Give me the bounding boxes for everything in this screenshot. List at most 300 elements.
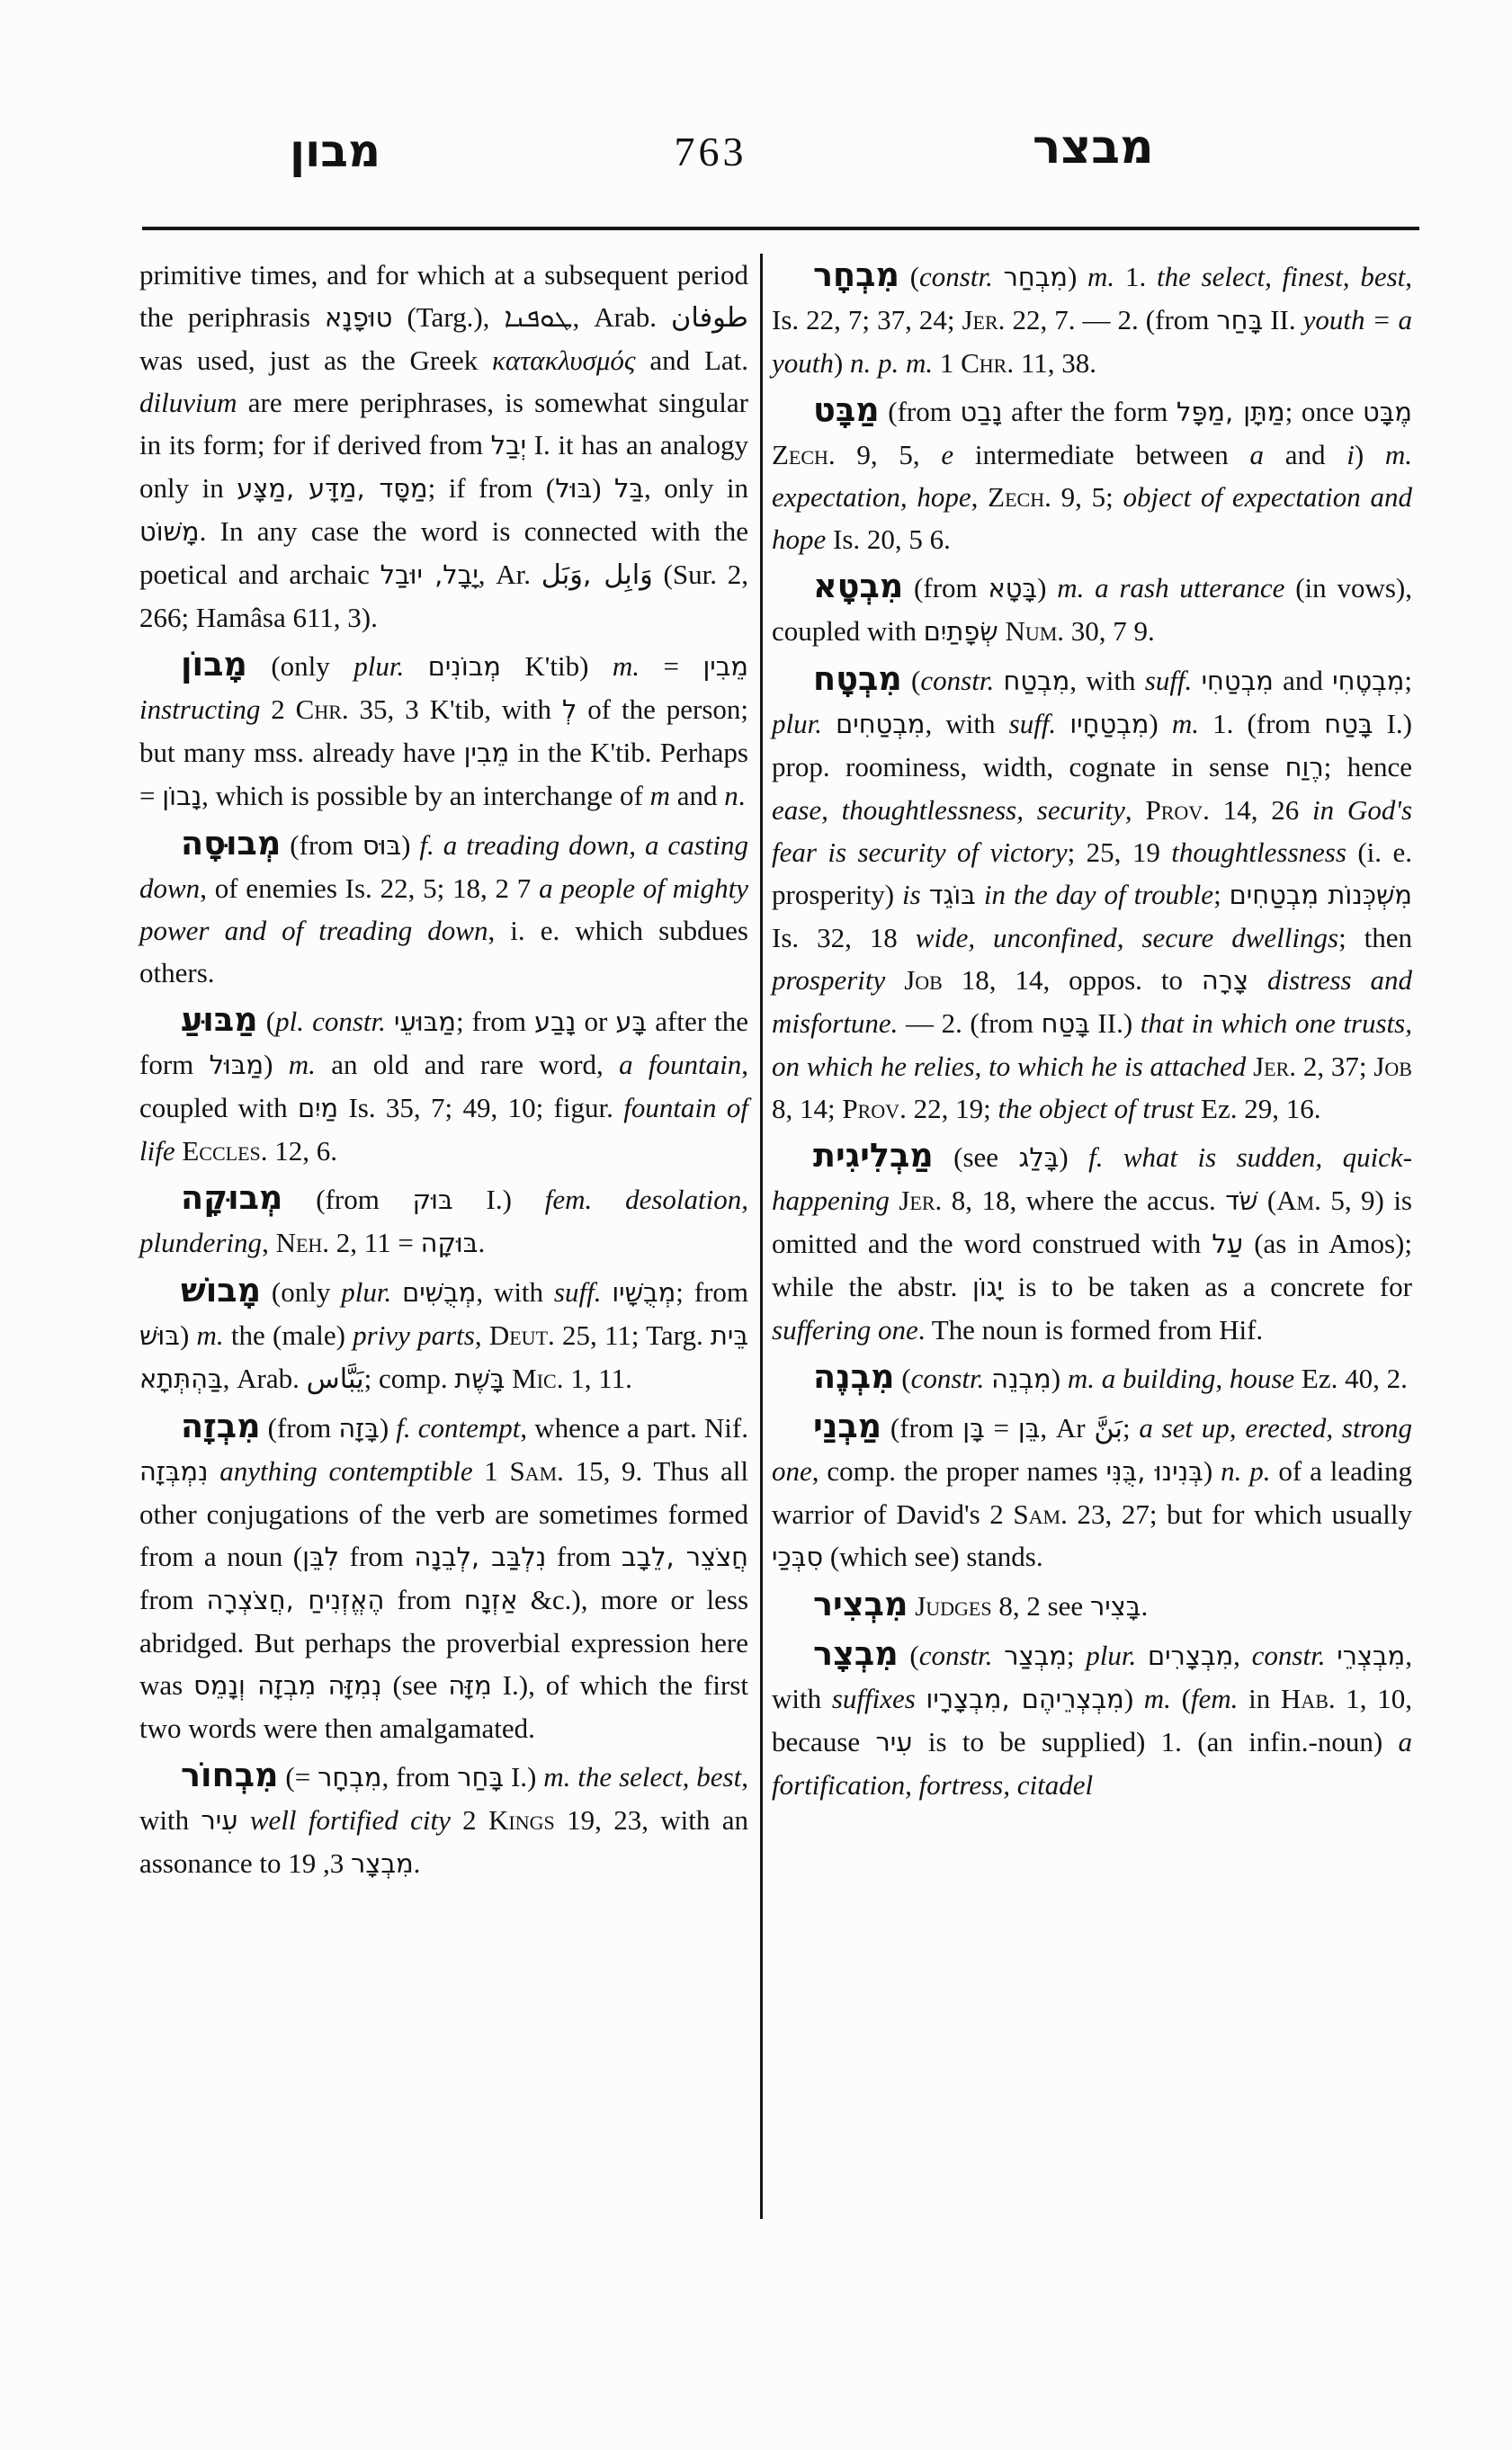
text-segment: (= [278,1761,318,1793]
text-segment: Eccles. [182,1135,268,1167]
text-segment: 35, 3 K'tib, with [348,693,562,725]
text-segment: לִבֵּן [302,1542,340,1572]
entry-paragraph [139,1269,748,1400]
text-segment: בּוֹגֵד [928,880,976,910]
text-segment: 14, 26 [1209,794,1313,826]
text-segment: Prov. [842,1093,907,1124]
text-segment: 22, 19; [906,1093,998,1124]
text-segment: ) [1354,439,1385,470]
text-segment: II. [1263,304,1303,335]
text-segment: in the K'tib. Perhaps = [139,737,748,811]
text-segment: בָּטַח [1324,709,1373,739]
text-segment: (only [261,1276,342,1308]
text-segment: 5, 9) is omitted and the word construed with [772,1185,1412,1259]
text-segment: n [724,780,738,811]
text-segment: מִבְחַר [1003,262,1068,292]
headword: מִבְצָר [813,1634,899,1673]
text-segment: وَبَل,‎ وَابِل [541,559,653,591]
text-segment: and [670,780,725,811]
text-segment: 18, 14, oppos. to [942,964,1202,996]
text-segment: 12, 6. [267,1135,338,1167]
text-segment: (see [381,1669,449,1701]
text-segment: f. contempt [396,1412,521,1444]
text-segment: constr. [910,1363,985,1394]
text-segment [822,708,836,739]
text-segment: ( [899,261,920,292]
text-segment: ; once [1284,396,1364,427]
text-segment: רֶוַח [1284,752,1324,782]
text-segment: בַּל [613,473,645,504]
text-segment: , from [381,1761,458,1793]
text-segment: intermediate between [953,439,1250,470]
text-segment: m. [612,650,640,682]
text-segment: i [1346,439,1355,470]
text-segment: , coupled with [139,1049,749,1123]
text-segment: 3, 19. [288,1847,421,1879]
text-segment: בָּזָה [338,1413,380,1444]
text-segment: בּוּשׁ [139,1320,180,1351]
text-segment: constr. [1251,1640,1326,1671]
text-segment: يَبَّاس [306,1364,364,1395]
text-segment: constr. [919,261,993,292]
headword: מְבוּקָה [181,1178,283,1217]
text-segment: ܛܘܦܢܐ [504,302,573,333]
text-segment: ) [401,829,420,861]
left-column [139,254,748,1890]
text-segment: מִבְצַר [1004,1641,1067,1671]
text-segment: בָּטַח [1041,1008,1090,1039]
text-segment: and [1264,439,1347,470]
text-segment: ) [264,1049,289,1080]
text-segment: the object of trust [998,1093,1194,1124]
text-segment: m. [196,1319,224,1351]
text-segment: ( [592,472,614,504]
text-segment: fountain of life [139,1092,748,1167]
text-segment: עַל [1212,1229,1244,1259]
text-segment: בָּן [962,1413,985,1444]
text-segment [404,650,427,682]
text-segment: in God's fear is security of victory [772,794,1413,868]
text-segment: ) [1203,1455,1221,1487]
headword: מַבְלִיגִית [813,1136,934,1175]
text-segment: Is. 20, 5 6. [826,523,951,555]
text-segment: לְ [561,694,577,725]
text-segment: fem. [1190,1683,1239,1714]
entry-paragraph [772,1134,1412,1351]
text-segment: suffering one [772,1314,918,1346]
text-segment: מִבְטַחִי [1201,666,1274,696]
headword: מָבוֹשׁ [181,1271,262,1310]
text-segment: a fountain [619,1049,742,1080]
text-segment [1056,708,1069,739]
text-segment [391,1276,402,1308]
text-segment: , with [1069,665,1145,696]
text-segment: ) [179,1319,197,1351]
text-segment: the (male) [223,1319,353,1351]
text-segment: . [738,780,746,811]
text-segment: מִבְצָר [351,1848,414,1879]
text-segment: בָּחַר [1216,305,1264,335]
text-segment: , with [772,1640,1413,1714]
text-segment: m [649,780,671,811]
text-segment [976,879,984,910]
text-segment: Neh. [275,1227,330,1258]
text-segment: (from [260,1412,339,1444]
text-segment: מֶבָּט [1363,397,1412,427]
text-segment: (in vows), coupled with [772,572,1412,647]
headword: מַבּוּעַ [181,1000,258,1039]
text-segment: m. a rash utterance [1057,572,1285,604]
text-segment: ) [1067,261,1088,292]
text-segment: plur. [353,650,405,682]
text-segment: (as in Amos); while the abstr. [772,1228,1412,1302]
text-segment: ) [379,1412,397,1444]
text-segment: , [262,1227,276,1258]
text-segment: m. expectation, hope [772,439,1413,513]
text-segment: n. p. [1221,1455,1271,1487]
text-segment [993,1640,1005,1671]
text-segment [209,1455,220,1487]
text-segment: ) [1059,1141,1089,1173]
entry-paragraph [772,254,1412,384]
text-segment: prosperity [772,964,886,996]
text-segment: is to be taken as a concrete for [1003,1271,1413,1302]
text-segment: after the form [1002,396,1176,427]
text-segment: מַיִם [297,1093,339,1123]
text-segment: ) [1149,708,1172,739]
text-segment: well fortified city [249,1804,451,1836]
text-segment: . The noun is formed from Hif. [917,1314,1264,1346]
column-divider [760,254,763,2219]
text-segment: 2 [450,1804,489,1836]
text-segment: Zech. [772,439,836,470]
text-segment [916,1683,926,1714]
text-segment: n. p. m. [849,347,934,379]
text-segment: ) [1037,572,1058,604]
text-segment: , [1233,1640,1252,1671]
text-segment: Deut. [488,1319,555,1351]
text-segment: Sam. [1013,1498,1068,1530]
text-segment: thoughtlessness [1171,836,1346,868]
text-segment: (Sur. 2, 266; Hamâsa 611, 3). [139,559,748,633]
entry-paragraph [772,1405,1412,1578]
text-segment: מַבּוּל [209,1050,264,1080]
text-segment: אַזְנָח [463,1585,518,1615]
text-segment: an old and rare word, [315,1049,620,1080]
text-segment: m. [1087,261,1115,292]
text-segment: ; [1066,1640,1087,1671]
text-segment: is [902,879,921,910]
entry-paragraph [772,565,1412,653]
text-segment: מִזָּה [448,1670,492,1701]
entry-paragraph [139,1176,748,1265]
text-segment: object of expectation and hope [772,481,1413,555]
text-segment: m. a building, house [1067,1363,1295,1394]
headword: מִבְזָה [181,1407,261,1445]
text-segment: fem. desolation, plundering [139,1184,748,1258]
text-segment: שְׂפָתַיִם [923,616,998,647]
text-segment: (from [281,829,362,861]
text-segment [890,1185,899,1216]
text-segment: ; hence [1323,751,1412,782]
entry-paragraph [139,643,748,818]
text-segment: עִיר [875,1727,913,1757]
text-segment: privy parts [353,1319,475,1351]
text-segment: ( [257,1006,276,1037]
text-segment: ; 25, 19 [1067,836,1172,868]
text-segment: (from [903,572,989,604]
text-segment: מִבְצְרֵי [1337,1641,1406,1671]
text-segment: בָּצִיר [1089,1591,1141,1622]
text-segment: , Ar [1040,1412,1095,1444]
text-segment: 23, 27; but for which usually [1067,1498,1412,1530]
text-segment: &c.), more or less abridged. But perhaps the proverbial expression here was [139,1584,749,1701]
text-segment: constr. [920,665,995,696]
text-segment [1325,1640,1337,1671]
text-segment: , of enemies Is. 22, 5; 18, 2 7 [200,872,540,904]
text-segment: from [339,1541,415,1572]
text-segment: (from [879,396,961,427]
text-segment: מִבְטַח [1003,666,1070,696]
text-segment: that in which one trusts, on which he relies, to which he is attached [772,1007,1412,1082]
text-segment: צָרָה [1201,965,1249,996]
text-segment: Chr. [295,693,349,725]
text-segment: primitive times, and for which at a subsequent period the periphrasis [139,259,748,333]
text-segment: Job [1373,1051,1412,1082]
text-segment: מְבֻשָׁיו [612,1277,676,1308]
text-segment: בֻּנִּי,‎ בְּנִינוּ [1105,1456,1203,1487]
text-segment: נָבוֹן [162,781,202,811]
text-segment: are mere periphrases, is somewhat singular in its form; for if derived from [139,387,748,460]
text-segment: חֲצֹצְרָה,‎ הֶאֱזְנִיחַ [206,1585,385,1615]
text-segment: (from [282,1184,413,1215]
text-segment: of a leading warrior of David's 2 [772,1455,1413,1530]
entry-paragraph [139,822,748,994]
text-segment [505,1363,512,1394]
text-segment: anything contemptible [219,1455,473,1487]
text-segment: עִיר [201,1805,238,1836]
text-segment: בֵּית בַּהְתְּתָא [139,1320,749,1394]
text-segment: , Arab. [572,301,672,333]
headword: מִבְטָא [813,567,904,605]
text-segment: m. [288,1049,316,1080]
text-segment [1248,964,1267,996]
text-segment: from [546,1541,622,1572]
text-segment: 19, 23, with an assonance to [139,1804,749,1879]
text-segment: was used, just as the Greek [139,344,493,376]
text-segment: ; [1213,879,1230,910]
text-segment: , whence a part. Nif. [520,1412,748,1444]
text-segment: (from [881,1412,963,1444]
text-segment: Zech. [988,481,1051,513]
text-segment: ; [1122,1412,1140,1444]
text-segment: Chr. [961,347,1015,379]
text-segment: 2, 37; [1296,1051,1374,1082]
text-segment: בָּחַר [457,1762,505,1793]
text-segment: , with [139,1761,748,1836]
text-segment: I.) [504,1761,544,1793]
text-segment: 30, 7 9. [1064,615,1155,647]
text-segment: ) [833,347,850,379]
text-segment: בּוּל [555,473,593,504]
text-segment: ; [1404,665,1413,696]
entry-paragraph [139,254,748,639]
text-segment: 1, 10, because [772,1683,1412,1757]
text-segment: , Is. 22, 7; 37, 24; [772,261,1413,335]
text-segment [1136,1640,1148,1671]
text-segment: מִבְטֶחִי [1332,666,1405,696]
running-head-left: מבון [290,125,381,177]
page-number: 763 [674,129,747,174]
text-segment: בּוּק [412,1185,453,1215]
text-segment: , [971,481,989,513]
text-segment [994,665,1003,696]
text-segment: II.) [1089,1007,1141,1039]
text-segment: (which see) stands. [823,1541,1043,1572]
text-segment: ) [1123,1683,1144,1714]
text-segment: ), only in [545,472,749,504]
text-segment: instructing [139,693,261,725]
text-segment: (only [246,650,354,682]
text-segment: בָּטָא [988,573,1038,604]
entry-paragraph [772,1632,1412,1806]
text-segment: 11, 38. [1014,347,1096,379]
text-segment: , Ar. [478,559,541,590]
text-segment: , with [925,708,1009,739]
text-segment: ( [894,1363,911,1394]
text-segment: 8, 18, where the accus. [942,1185,1226,1216]
text-segment: pl. constr. [275,1006,386,1037]
text-segment: after the form [139,1006,749,1080]
text-segment: סִבְּכַי [772,1542,824,1572]
text-segment: a set up, erected, strong one [772,1412,1412,1487]
headword: מְבוּסָה [181,824,282,863]
text-segment: , with [476,1276,554,1308]
text-segment: 1, 11. [563,1363,632,1394]
text-segment [386,1006,394,1037]
entry-paragraph [772,657,1412,1130]
text-segment: ; then [1338,922,1413,953]
text-segment: suffixes [831,1683,916,1714]
text-segment: מִבְצָרִים [1147,1641,1234,1671]
text-segment: m. [543,1761,571,1793]
text-segment: מְבוֹנִים [427,651,501,682]
text-segment: . In any case the word is connected with the poetical and archaic [139,515,748,590]
text-segment: מִשְׁכְּנוֹת מִבְטַחִים [1229,880,1413,910]
text-segment [1192,665,1201,696]
entry-paragraph [139,998,748,1172]
headword: מִבְחוֹר [181,1756,279,1794]
text-segment: 8, 14; [772,1093,843,1124]
text-segment: 15, 9. Thus all other conjugations of the verb are sometimes formed from a noun ( [139,1455,749,1572]
text-segment [601,1276,612,1308]
text-segment: ( [1257,1185,1277,1216]
text-segment: Num. [1005,615,1065,647]
text-segment: a fortification, fortress, citadel [772,1726,1412,1801]
text-segment: I.), of which the first two words were then amalgamated. [139,1669,748,1744]
text-segment: בּוּס [362,830,402,861]
text-segment: a people of mighty power and of treading down [139,872,749,946]
text-segment: נָבַע [534,1006,577,1037]
text-segment: לֵבָב,‎ חֲצֹצֵר [621,1542,749,1572]
text-segment: plur. [341,1276,392,1308]
headword: מִבְנֶה [813,1357,895,1396]
text-segment: I.) [452,1184,545,1215]
text-segment: Judges [915,1590,992,1622]
text-segment: ; comp. [363,1363,455,1394]
text-segment: youth = a youth [772,304,1412,379]
text-segment: בָּשֶׁת [454,1364,505,1394]
text-segment: suff. [1008,708,1057,739]
text-segment: diluvium [139,387,237,418]
text-segment [993,261,1004,292]
text-segment: f. what is sudden, quick-happening [772,1141,1413,1216]
text-segment: מָשׁוֹט [139,516,200,547]
text-segment: Job [904,964,943,996]
text-segment: Sam. [509,1455,564,1487]
text-segment: ( [898,1640,919,1671]
text-segment: Jer. [899,1185,943,1216]
text-segment: suff. [553,1276,602,1308]
text-segment: נִמְבְּזָה [139,1456,209,1487]
header-rule [142,227,1419,230]
text-segment: constr. [918,1640,993,1671]
text-segment: לְבֵנָה,‎ נִלְבַּב [414,1542,547,1572]
entry-paragraph [139,1405,748,1749]
headword: מַבָּט [813,390,880,429]
text-segment: from [139,1584,207,1615]
text-segment: יָגוֹן [971,1272,1004,1302]
text-segment: ; from [455,1006,535,1037]
text-segment: 25, 11; Targ. [554,1319,711,1351]
text-segment: Is. 35, 7; 49, 10; figur. [338,1092,624,1123]
text-segment: wide, unconfined, secure dwellings [915,922,1339,953]
text-segment: מִבְנֵה [991,1364,1051,1394]
text-segment [885,964,904,996]
text-segment: I.) prop. roominess, width, cognate in sense [772,708,1413,782]
text-segment: מֵבִין [463,738,510,768]
text-segment [984,1363,991,1394]
text-segment: and Lat. [635,344,748,376]
text-segment: Ez. 29, 16. [1194,1093,1321,1124]
text-segment: K'tib) [500,650,613,682]
text-segment: m. [1143,1683,1171,1714]
text-segment: plur. [772,708,822,739]
text-segment: מְבֻשִׁים [402,1277,477,1308]
text-segment: in [1238,1683,1281,1714]
text-segment: 2 [260,693,296,725]
text-segment: ; if from [427,472,546,504]
text-segment: m. [1171,708,1200,739]
text-segment: בּוּקָה [420,1228,479,1258]
text-segment: 9, 5; [1051,481,1123,513]
text-segment: יָבָל, יוּבַל [380,559,479,590]
headword: מָבוֹן [181,645,247,684]
text-segment: or [576,1006,616,1037]
text-segment: 2, 11 = [329,1227,421,1258]
entry-paragraph [772,1583,1412,1628]
text-segment: בָּע [615,1006,648,1037]
text-segment: κατακλυσμός [492,344,636,376]
text-segment: بَنَّ [1094,1413,1123,1444]
headword: מִבְטָח [813,659,902,698]
text-segment: , Arab. [222,1363,307,1394]
entry-paragraph [772,1355,1412,1400]
text-segment: and [1273,665,1333,696]
text-segment: ) [1051,1363,1068,1394]
text-segment: (see [933,1141,1019,1173]
text-segment [921,879,929,910]
